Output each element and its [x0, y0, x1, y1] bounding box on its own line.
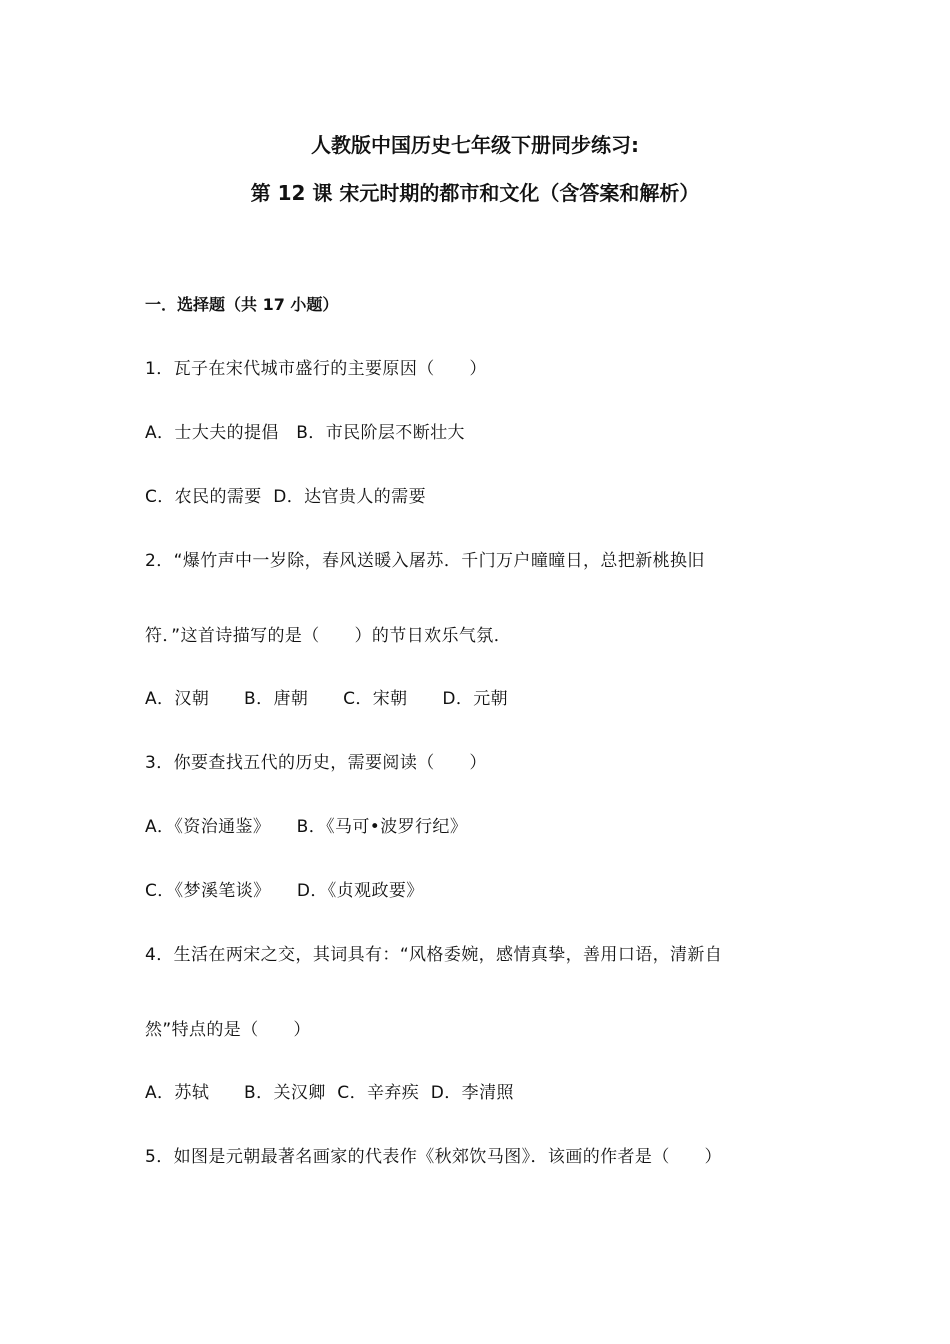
question-1-options-cd: C．农民的需要 D．达官贵人的需要: [145, 487, 426, 507]
document-title-line-2: 第 12 课 宋元时期的都市和文化（含答案和解析）: [250, 181, 700, 205]
question-3-options-cd: C．《梦溪笔谈》 D．《贞观政要》: [145, 881, 424, 901]
question-4-stem-line-2: 然”特点的是（ ）: [145, 1020, 311, 1040]
question-5-stem: 5．如图是元朝最著名画家的代表作《秋郊饮马图》．该画的作者是（ ）: [145, 1147, 722, 1167]
question-2-stem-line-1: 2．“爆竹声中一岁除，春风送暖入屠苏．千门万户曈曈日，总把新桃换旧: [145, 551, 705, 571]
document-title-line-1: 人教版中国历史七年级下册同步练习:: [311, 133, 639, 157]
question-4-stem-line-1: 4．生活在两宋之交，其词具有：“风格委婉，感情真挚，善用口语，清新自: [145, 945, 723, 965]
question-1-options-ab: A．士大夫的提倡 B．市民阶层不断壮大: [145, 423, 465, 443]
question-4-options: A．苏轼 B．关汉卿 C．辛弃疾 D．李清照: [145, 1083, 514, 1103]
section-heading: 一．选择题（共 17 小题）: [145, 295, 339, 314]
question-2-stem-line-2: 符．”这首诗描写的是（ ）的节日欢乐气氛．: [145, 626, 512, 646]
question-2-options: A．汉朝 B．唐朝 C．宋朝 D．元朝: [145, 689, 509, 709]
question-3-stem: 3．你要查找五代的历史，需要阅读（ ）: [145, 753, 487, 773]
question-1-stem: 1．瓦子在宋代城市盛行的主要原因（ ）: [145, 359, 487, 379]
question-3-options-ab: A．《资治通鉴》 B．《马可•波罗行纪》: [145, 817, 468, 837]
